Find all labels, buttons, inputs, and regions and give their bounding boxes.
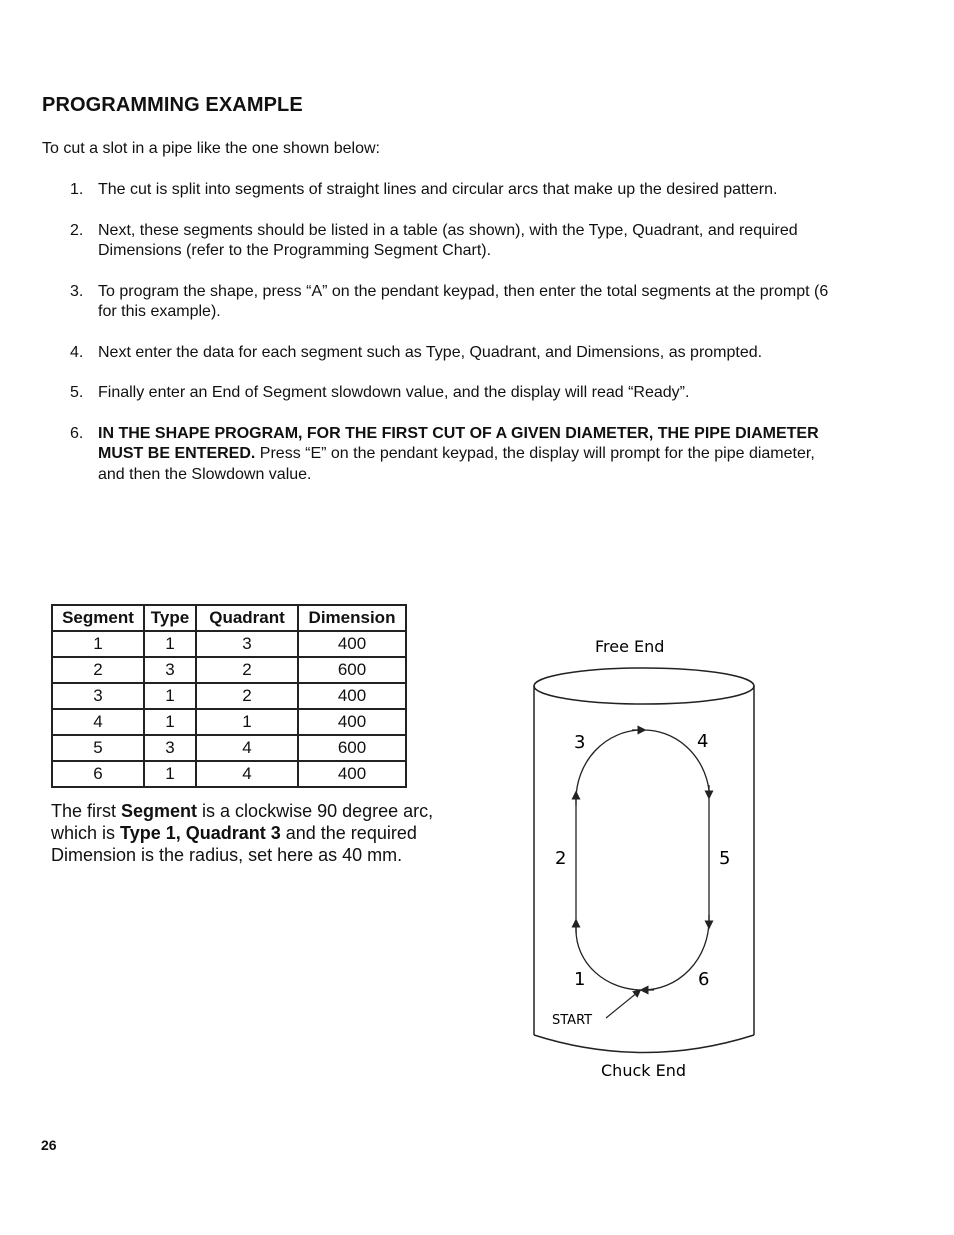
note-text: The first: [51, 801, 122, 821]
table-cell: 3: [144, 735, 196, 761]
table-cell: 1: [144, 683, 196, 709]
step-text: Finally enter an End of Segment slowdown value, and the display will read “Ready”.: [98, 384, 690, 401]
table-header-row: [52, 605, 406, 631]
column-header: Segment: [52, 605, 144, 631]
page-title: PROGRAMMING EXAMPLE: [42, 94, 303, 116]
table-cell: 2: [52, 657, 144, 683]
pipe-top-edge: [534, 668, 754, 704]
table-cell: 1: [144, 631, 196, 657]
slot-top-arcs: [576, 730, 709, 800]
column-header: Dimension: [298, 605, 406, 631]
note-bold-text: Type 1, Quadrant 3: [120, 823, 281, 843]
column-header: Type: [144, 605, 196, 631]
table-cell: 600: [298, 735, 406, 761]
table-cell: 600: [298, 657, 406, 683]
list-item: [70, 282, 840, 323]
table-row: [52, 709, 406, 735]
note-text: and the required Dimension is the radius, set here as 40 mm.: [51, 823, 417, 865]
list-item: [70, 221, 840, 262]
table-row: [52, 631, 406, 657]
step-number: 1.: [70, 181, 84, 198]
intro-text: To cut a slot in a pipe like the one shown below:: [42, 140, 380, 157]
segment-label-2: 2: [555, 848, 567, 869]
segment-label-5: 5: [719, 848, 731, 869]
table-cell: 5: [52, 735, 144, 761]
table-cell: 6: [52, 761, 144, 787]
table-row: [52, 657, 406, 683]
table-cell: 3: [196, 631, 298, 657]
table-cell: 4: [196, 761, 298, 787]
segment-label-1: 1: [574, 969, 586, 990]
step-number: 2.: [70, 221, 84, 239]
table-cell: 1: [52, 631, 144, 657]
column-header: Quadrant: [196, 605, 298, 631]
note-bold-text: Segment: [121, 801, 198, 821]
list-item: [70, 180, 840, 201]
table-row: [52, 735, 406, 761]
list-item: [70, 383, 840, 404]
segment-label-3: 3: [574, 732, 586, 753]
table-cell: 4: [52, 709, 144, 735]
note-text: is a clockwise 90 degree arc, which is: [51, 801, 434, 843]
table-cell: 400: [298, 709, 406, 735]
table-cell: 4: [196, 735, 298, 761]
table-row: [52, 761, 406, 787]
segment-note: [51, 800, 471, 866]
pipe-slot-diagram: [520, 630, 770, 1090]
table-row: [52, 683, 406, 709]
table-cell: 1: [144, 761, 196, 787]
table-cell: 1: [144, 709, 196, 735]
table-cell: 400: [298, 761, 406, 787]
start-pointer-icon: [606, 992, 638, 1018]
table-cell: 3: [52, 683, 144, 709]
step-text: The cut is split into segments of straight lines and circular arcs that make up the desired pattern.: [98, 181, 778, 198]
steps-list: [70, 180, 840, 505]
step-text: Next enter the data for each segment such as Type, Quadrant, and Dimensions, as prompted.: [98, 343, 763, 361]
table-cell: 1: [196, 709, 298, 735]
step-number: 4.: [70, 343, 84, 361]
chuck-end-label: Chuck End: [601, 1061, 687, 1080]
segment-label-4: 4: [697, 731, 709, 752]
step-number: 3.: [70, 282, 84, 300]
slot-bottom-arcs: [576, 920, 709, 990]
page-number: 26: [41, 1137, 57, 1153]
table-cell: 2: [196, 683, 298, 709]
step-number: 6.: [70, 424, 84, 442]
list-item: [70, 343, 840, 364]
step-text: Press “E” on the pendant keypad, the display will prompt for the pipe diameter, and then the Slowdown value.: [98, 445, 815, 483]
pipe-bottom-edge: [534, 1035, 754, 1053]
table-cell: 400: [298, 631, 406, 657]
free-end-label: Free End: [595, 637, 665, 656]
segment-label-6: 6: [698, 969, 710, 990]
step-text: Next, these segments should be listed in a table (as shown), with the Type, Quadrant, and required Dimensions (refer to the Programming Segment Chart).: [98, 221, 798, 259]
start-label: START: [552, 1013, 593, 1028]
table-cell: 400: [298, 683, 406, 709]
segment-table: [51, 604, 407, 788]
table-cell: 2: [196, 657, 298, 683]
list-item: [70, 424, 840, 486]
step-number: 5.: [70, 384, 84, 401]
step-text: To program the shape, press “A” on the pendant keypad, then enter the total segments at the prompt (6 for this example).: [98, 282, 829, 320]
step-bold-text: IN THE SHAPE PROGRAM, FOR THE FIRST CUT OF A GIVEN DIAMETER, THE PIPE DIAMETER MUST BE ENTERED.: [98, 424, 819, 462]
table-cell: 3: [144, 657, 196, 683]
